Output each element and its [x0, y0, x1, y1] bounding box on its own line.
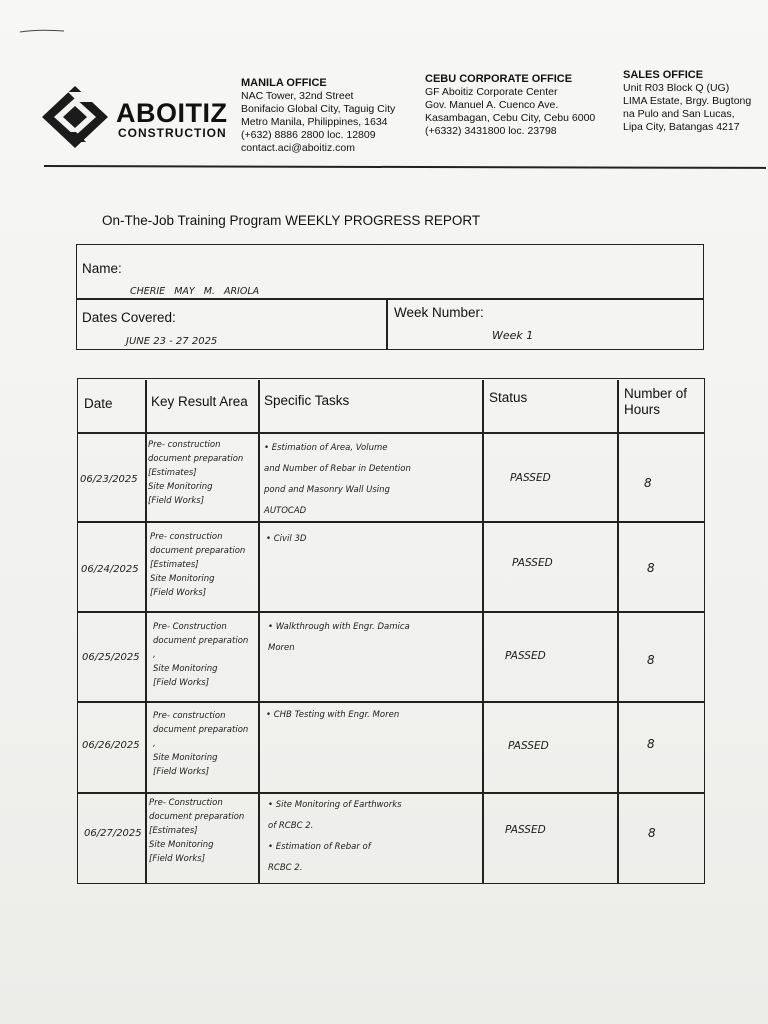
table-row-divider: [77, 611, 705, 613]
kra-line: Pre- construction: [153, 711, 226, 721]
task-line: • Site Monitoring of Earthworks: [268, 800, 402, 810]
header-divider: [44, 165, 766, 169]
kra-line: Site Monitoring: [153, 753, 218, 763]
task-line: Moren: [268, 643, 295, 653]
task-line: • CHB Testing with Engr. Moren: [266, 710, 400, 720]
kra-line: document preparation: [149, 812, 245, 822]
row-hours: 8: [647, 737, 655, 751]
cebu-office: [425, 73, 595, 138]
kra-line: [Field Works]: [148, 496, 205, 506]
kra-line: [Estimates]: [149, 826, 198, 836]
row-tasks: [268, 795, 402, 879]
row-status: PASSED: [510, 472, 551, 484]
kra-line: Pre- Construction: [149, 798, 223, 808]
task-line: • Estimation of Rebar of: [268, 842, 371, 852]
report-title: On-The-Job Training Program WEEKLY PROGRESS REPORT: [102, 213, 481, 228]
info-divider: [76, 298, 704, 300]
task-line: • Civil 3D: [266, 534, 307, 544]
kra-line: [Field Works]: [150, 588, 207, 598]
office-line: contact.aci@aboitiz.com: [241, 142, 355, 154]
row-date: 06/26/2025: [82, 740, 140, 751]
row-hours: 8: [648, 826, 656, 840]
table-col-divider: [482, 380, 484, 884]
row-tasks: [266, 529, 306, 550]
kra-line: [Field Works]: [153, 767, 210, 777]
brand-name: [116, 100, 228, 140]
header-specific-tasks: Specific Tasks: [264, 393, 350, 408]
task-line: • Estimation of Area, Volume: [264, 443, 388, 453]
row-kra: [153, 620, 248, 690]
name-label: Name:: [82, 261, 122, 276]
row-status: PASSED: [505, 824, 546, 836]
row-tasks: [264, 438, 411, 522]
company-name: ABOITIZ: [116, 98, 228, 128]
company-subtitle: CONSTRUCTION: [118, 126, 227, 140]
header-number-of-hours: Number of Hours: [624, 386, 688, 417]
table-row-divider: [77, 432, 705, 434]
kra-line: ,: [153, 739, 156, 749]
row-hours: 8: [644, 476, 652, 490]
name-value: CHERIE MAY M. ARIOLA: [130, 286, 260, 297]
row-tasks: [266, 705, 399, 726]
office-heading: MANILA OFFICE: [241, 77, 327, 89]
office-line: Kasambagan, Cebu City, Cebu 6000: [425, 112, 596, 124]
office-line: Gov. Manuel A. Cuenco Ave.: [425, 99, 559, 111]
row-date: 06/24/2025: [81, 564, 139, 575]
table-row-divider: [77, 792, 705, 794]
dates-label: Dates Covered:: [82, 310, 176, 325]
row-date: 06/27/2025: [84, 828, 142, 839]
task-line: AUTOCAD: [264, 506, 307, 516]
kra-line: [Field Works]: [149, 854, 206, 864]
task-line: and Number of Rebar in Detention: [264, 464, 411, 474]
row-date: 06/25/2025: [82, 652, 140, 663]
aboitiz-logo-icon: [40, 84, 110, 150]
row-kra: [153, 709, 248, 779]
row-status: PASSED: [512, 557, 553, 569]
kra-line: document preparation: [153, 725, 249, 735]
manila-office: [241, 77, 395, 155]
office-heading: CEBU CORPORATE OFFICE: [425, 73, 573, 85]
office-line: (+6332) 3431800 loc. 23798: [425, 125, 557, 137]
office-line: na Pulo and San Lucas,: [623, 108, 735, 120]
table-col-divider: [617, 380, 619, 884]
header-date: Date: [84, 396, 113, 411]
kra-line: Pre- Construction: [153, 622, 227, 632]
kra-line: ,: [153, 650, 156, 660]
row-status: PASSED: [508, 740, 549, 752]
row-hours: 8: [647, 653, 655, 667]
kra-line: [Estimates]: [148, 468, 197, 478]
row-tasks: [268, 617, 410, 659]
kra-line: document preparation: [150, 546, 246, 556]
office-line: GF Aboitiz Corporate Center: [425, 86, 558, 98]
office-line: NAC Tower, 32nd Street: [241, 90, 354, 102]
row-status: PASSED: [505, 650, 546, 662]
table-col-divider: [258, 380, 260, 884]
office-line: Metro Manila, Philippines, 1634: [241, 116, 388, 128]
row-kra: [150, 530, 245, 600]
pen-mark: [18, 28, 66, 34]
table-row-divider: [77, 701, 705, 703]
header-status: Status: [489, 390, 528, 405]
office-line: Lipa City, Batangas 4217: [623, 121, 740, 133]
kra-line: Site Monitoring: [149, 840, 214, 850]
office-line: Bonifacio Global City, Taguig City: [241, 103, 396, 115]
kra-line: [Estimates]: [150, 560, 199, 570]
office-line: Unit R03 Block Q (UG): [623, 82, 730, 94]
week-value: Week 1: [492, 329, 534, 342]
row-date: 06/23/2025: [80, 474, 138, 485]
task-line: • Walkthrough with Engr. Damica: [268, 622, 410, 632]
kra-line: [Field Works]: [153, 678, 210, 688]
row-kra: [148, 438, 243, 508]
task-line: of RCBC 2.: [268, 821, 314, 831]
kra-line: Site Monitoring: [148, 482, 213, 492]
info-divider-vertical: [386, 298, 388, 350]
task-line: RCBC 2.: [268, 863, 303, 873]
kra-line: Pre- construction: [150, 532, 223, 542]
office-line: LIMA Estate, Brgy. Bugtong: [623, 95, 752, 107]
task-line: pond and Masonry Wall Using: [264, 485, 390, 495]
row-hours: 8: [647, 561, 655, 575]
dates-value: JUNE 23 - 27 2025: [126, 336, 218, 347]
row-kra: [149, 796, 244, 866]
sales-office: [623, 69, 751, 134]
header-key-result-area: Key Result Area: [151, 394, 248, 409]
week-label: Week Number:: [394, 305, 484, 320]
kra-line: Site Monitoring: [150, 574, 215, 584]
info-box: [76, 244, 704, 350]
kra-line: Pre- construction: [148, 440, 221, 450]
office-line: (+632) 8886 2800 loc. 12809: [241, 129, 376, 141]
office-heading: SALES OFFICE: [623, 69, 704, 81]
kra-line: document preparation: [148, 454, 244, 464]
table-col-divider: [145, 380, 147, 884]
kra-line: document preparation: [153, 636, 249, 646]
kra-line: Site Monitoring: [153, 664, 218, 674]
